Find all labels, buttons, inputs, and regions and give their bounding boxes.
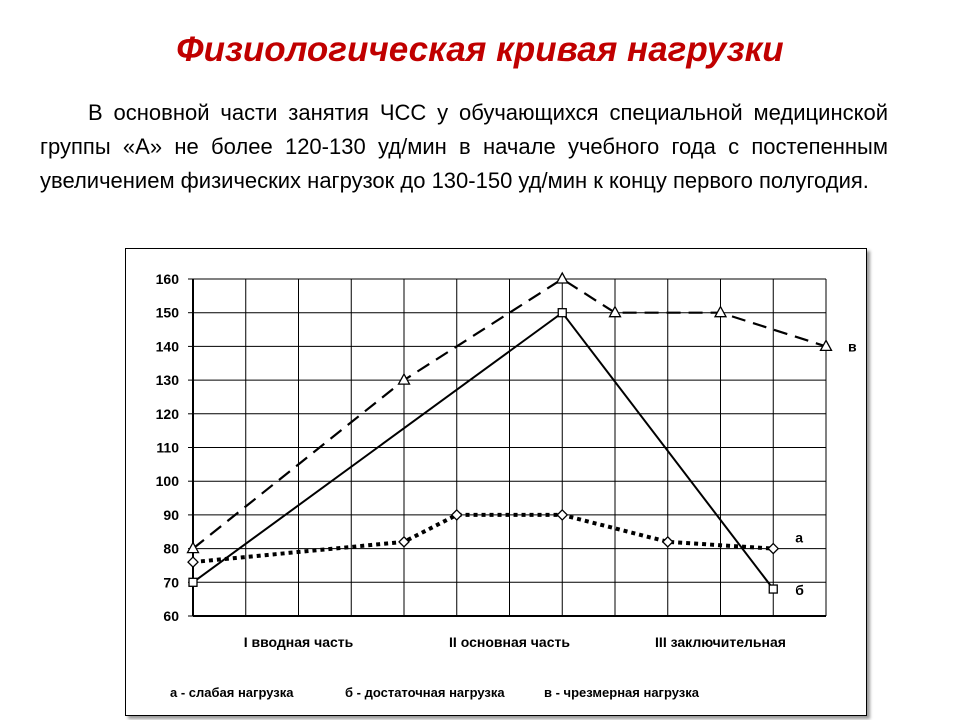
y-tick-label: 140 [155,338,179,355]
data-point-diamond [768,544,778,554]
x-category-label: III заключительная [655,634,786,650]
y-tick-label: 100 [155,473,179,490]
slide-title: Физиологическая кривая нагрузки [176,30,784,69]
legend-item: в - чрезмерная нагрузка [544,685,699,700]
data-point-square [558,309,566,317]
chart-grid [193,279,826,616]
series-line-dotted [193,515,773,562]
y-tick-label: 90 [163,506,179,523]
y-tick-label: 150 [155,304,179,321]
series-end-label: б [795,582,804,599]
chart-frame [125,248,867,716]
data-point-square [769,585,777,593]
y-tick-label: 80 [163,540,179,557]
data-point-triangle [557,273,568,283]
legend-item: б - достаточная нагрузка [345,685,505,700]
y-tick-label: 110 [156,439,179,456]
y-tick-label: 160 [155,271,179,287]
data-point-triangle [188,543,199,553]
y-tick-label: 130 [155,372,179,389]
data-point-square [189,578,197,586]
y-tick-label: 70 [163,574,179,591]
data-point-diamond [663,537,673,547]
x-category-label: I вводная часть [243,634,354,650]
legend-item: а - слабая нагрузка [170,685,294,700]
x-category-label: II основная часть [449,634,570,650]
data-point-diamond [188,557,198,567]
data-point-diamond [557,510,567,520]
y-tick-label: 60 [163,608,179,624]
chart-axes [156,271,826,650]
slide-paragraph: В основной части занятия ЧСС у обучающихся специальной медицинской группы «А» не более 120-130 уд/мин в начале учебного года с постепенным увеличением физических нагрузок до 130-150 уд/мин к концу первого полугодия. [40,100,888,193]
y-tick-label: 120 [155,405,179,422]
data-point-triangle [399,374,410,384]
data-point-triangle [610,307,621,317]
heart-rate-chart [126,249,866,715]
series-end-label: в [848,338,857,355]
series-end-label: а [795,529,804,546]
chart-legend [170,685,700,700]
series-line-solid [193,313,773,589]
